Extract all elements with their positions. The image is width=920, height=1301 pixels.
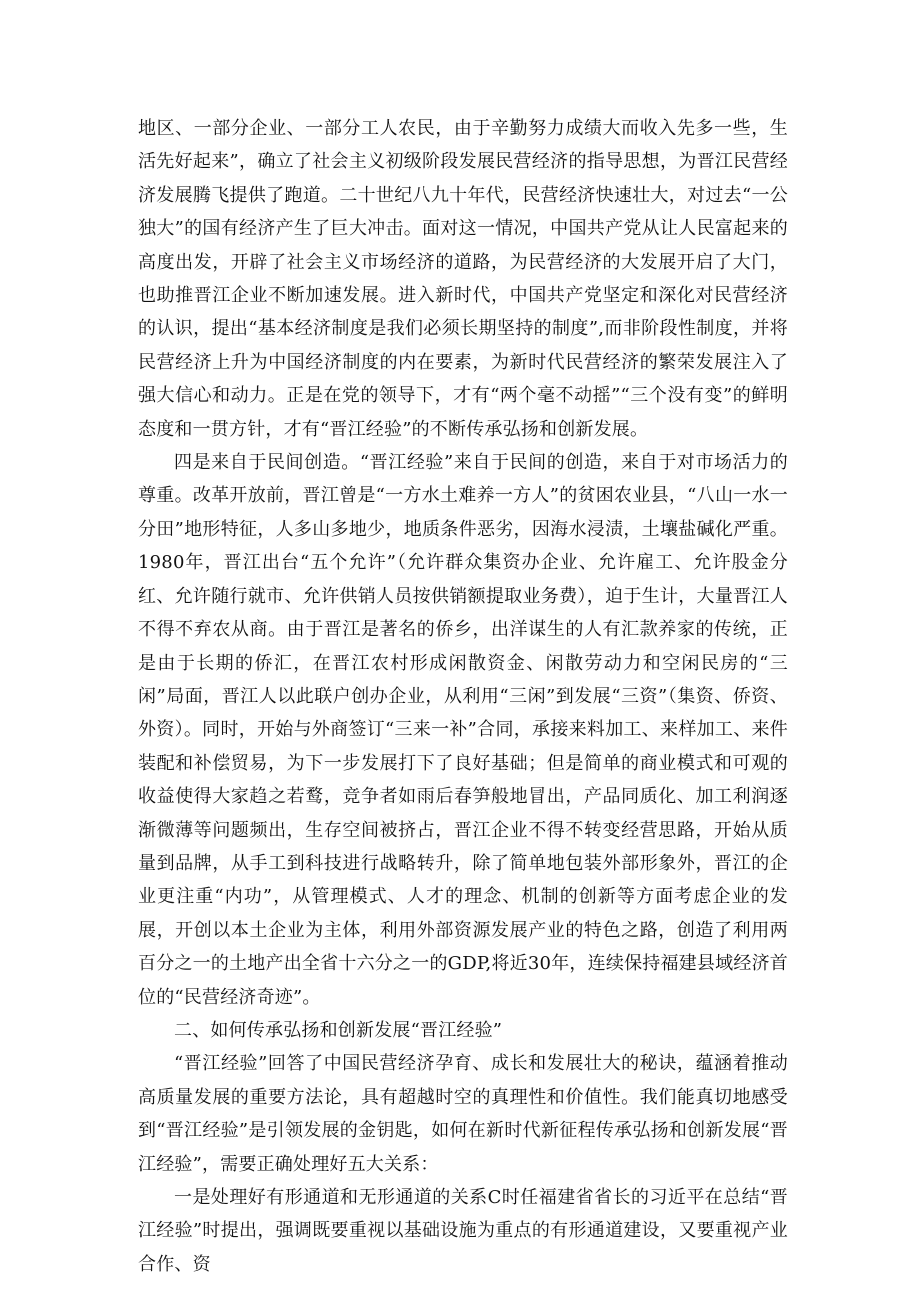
section-heading: 二、如何传承弘扬和创新发展“晋江经验”: [174, 1019, 503, 1041]
document-page: [138, 112, 788, 1281]
paragraph-continuation: 地区、一部分企业、一部分工人农民，由于辛勤努力成绩大而收入先多一些，生活先好起来”，确立了社会主义初级阶段发展民营经济的指导思想，为晋江民营经济发展腾飞提供了跑道。二十世纪八九十年代，民营经济快速壮大，对过去“一公独大”的国有经济产生了巨大冲击。面对这一情况，中国共产党从让人民富起来的高度出发，开辟了社会主义市场经济的道路，为民营经济的大发展开启了大门，也助推晋江企业不断加速发展。进入新时代，中国共产党坚定和深化对民营经济的认识，提出“基本经济制度是我们必须长期坚持的制度”,而非阶段性制度，并将民营经济上升为中国经济制度的内在要素，为新时代民营经济的繁荣发展注入了强大信心和动力。正是在党的领导下，才有“两个毫不动摇”“三个没有变”的鲜明态度和一贯方针，才有“晋江经验”的不断传承弘扬和创新发展。: [138, 118, 788, 440]
paragraph-section-intro: “晋江经验”回答了中国民营经济孕育、成长和发展壮大的秘诀，蕴涵着推动高质量发展的重要方法论，具有超越时空的真理性和价值性。我们能真切地感受到“晋江经验”是引领发展的金钥匙，如何在新时代新征程传承弘扬和创新发展“晋江经验”，需要正确处理好五大关系：: [138, 1053, 788, 1175]
paragraph-first-relation: 一是处理好有形通道和无形通道的关系C时任福建省省长的习近平在总结“晋江经验”时提出，强调既要重视以基础设施为重点的有形通道建设，又要重视产业合作、资: [138, 1187, 788, 1275]
paragraph-fourth-point: 四是来自于民间创造。“晋江经验”来自于民间的创造，来自于对市场活力的尊重。改革开放前，晋江曾是“一方水土难养一方人”的贫困农业县，“八山一水一分田”地形特征，人多山多地少，地质条件恶劣，因海水浸渍，土壤盐碱化严重。1980年，晋江出台“五个允许”（允许群众集资办企业、允许雇工、允许股金分红、允许随行就市、允许供销人员按供销额提取业务费），迫于生计，大量晋江人不得不弃农从商。由于晋江是著名的侨乡，出洋谋生的人有汇款养家的传统，正是由于长期的侨汇，在晋江农村形成闲散资金、闲散劳动力和空闲民房的“三闲”局面，晋江人以此联户创办企业，从利用“三闲”到发展“三资”（集资、侨资、外资）。同时，开始与外商签订“三来一补”合同，承接来料加工、来样加工、来件装配和补偿贸易，为下一步发展打下了良好基础；但是简单的商业模式和可观的收益使得大家趋之若鹜，竞争者如雨后春笋般地冒出，产品同质化、加工利润逐渐微薄等问题频出，生存空间被挤占，晋江企业不得不转变经营思路，开始从质量到品牌，从手工到科技进行战略转升，除了简单地包装外部形象外，晋江的企业更注重“内功”，从管理模式、人才的理念、机制的创新等方面考虑企业的发展，开创以本土企业为主体，利用外部资源发展产业的特色之路，创造了利用两百分之一的土地产出全省十六分之一的GDP,将近30年，连续保持福建县域经济首位的“民营经济奇迹”。: [138, 452, 788, 1008]
